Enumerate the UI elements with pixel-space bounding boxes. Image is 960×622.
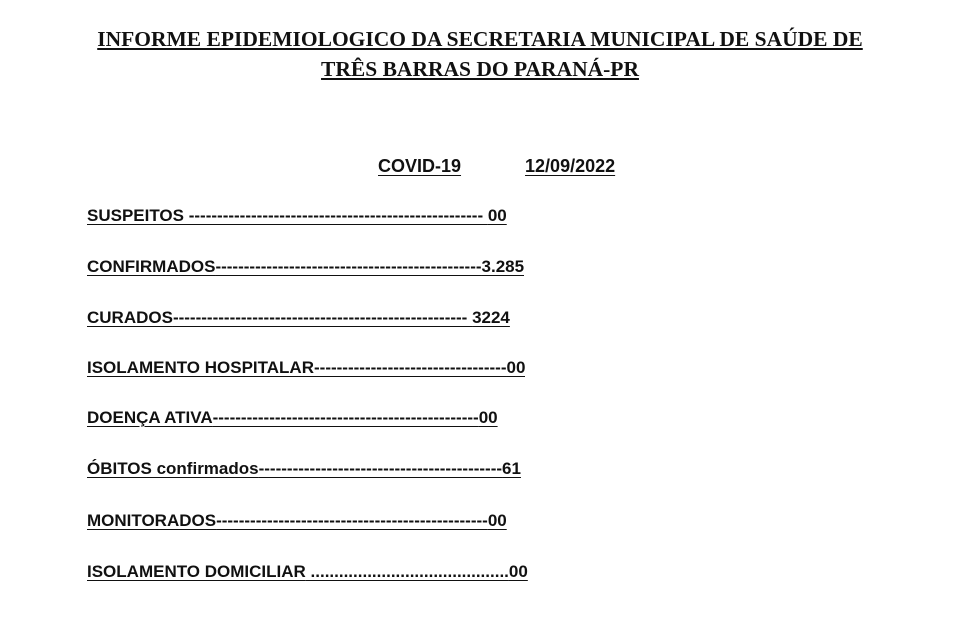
stat-row-obitos bbox=[87, 458, 521, 480]
report-date: 12/09/2022 bbox=[525, 156, 616, 176]
stat-leader: ----------------------------------------------- bbox=[212, 408, 479, 427]
stat-label: ISOLAMENTO DOMICILIAR bbox=[87, 562, 306, 581]
stat-leader: ---------------------------------------------------- bbox=[172, 308, 473, 327]
report-subheading bbox=[378, 154, 615, 178]
disease-label: COVID-19 bbox=[378, 156, 462, 176]
stat-leader: .......................................... bbox=[305, 562, 509, 581]
stat-value: 61 bbox=[502, 459, 521, 478]
stat-label: MONITORADOS bbox=[87, 511, 217, 530]
stat-leader: ---------------------------------------------------- bbox=[184, 206, 488, 225]
stat-row-isolamento-hospitalar bbox=[87, 357, 525, 379]
stat-label: CONFIRMADOS bbox=[87, 257, 216, 276]
stat-row-monitorados bbox=[87, 510, 507, 532]
title-line-2: TRÊS BARRAS DO PARANÁ-PR bbox=[321, 57, 639, 81]
stat-leader: ---------------------------------- bbox=[314, 358, 507, 377]
stat-value: 00 bbox=[487, 206, 507, 225]
stat-value: 00 bbox=[487, 511, 507, 530]
stat-value: 3.285 bbox=[481, 257, 525, 276]
stat-value: 00 bbox=[478, 408, 498, 427]
stat-leader: ----------------------------------------------- bbox=[215, 257, 482, 276]
stat-leader: ------------------------------------------- bbox=[258, 459, 503, 478]
stat-row-doenca-ativa bbox=[87, 407, 498, 429]
stat-leader: ------------------------------------------------ bbox=[216, 511, 488, 530]
stat-row-suspeitos bbox=[87, 205, 507, 227]
stat-label: DOENÇA ATIVA bbox=[87, 408, 213, 427]
stat-label: CURADOS bbox=[87, 308, 173, 327]
stat-label: ÓBITOS confirmados bbox=[87, 459, 259, 478]
stat-row-curados bbox=[87, 307, 510, 329]
stat-value: 3224 bbox=[472, 308, 510, 327]
stat-value: 00 bbox=[506, 358, 526, 377]
stat-row-isolamento-domiciliar bbox=[87, 561, 528, 583]
stat-label: SUSPEITOS bbox=[87, 206, 184, 225]
report-title bbox=[0, 24, 960, 84]
stat-value: 00 bbox=[508, 562, 528, 581]
stat-row-confirmados bbox=[87, 256, 524, 278]
stat-label: ISOLAMENTO HOSPITALAR bbox=[87, 358, 314, 377]
title-line-1: INFORME EPIDEMIOLOGICO DA SECRETARIA MUNICIPAL DE SAÚDE DE bbox=[97, 27, 863, 51]
